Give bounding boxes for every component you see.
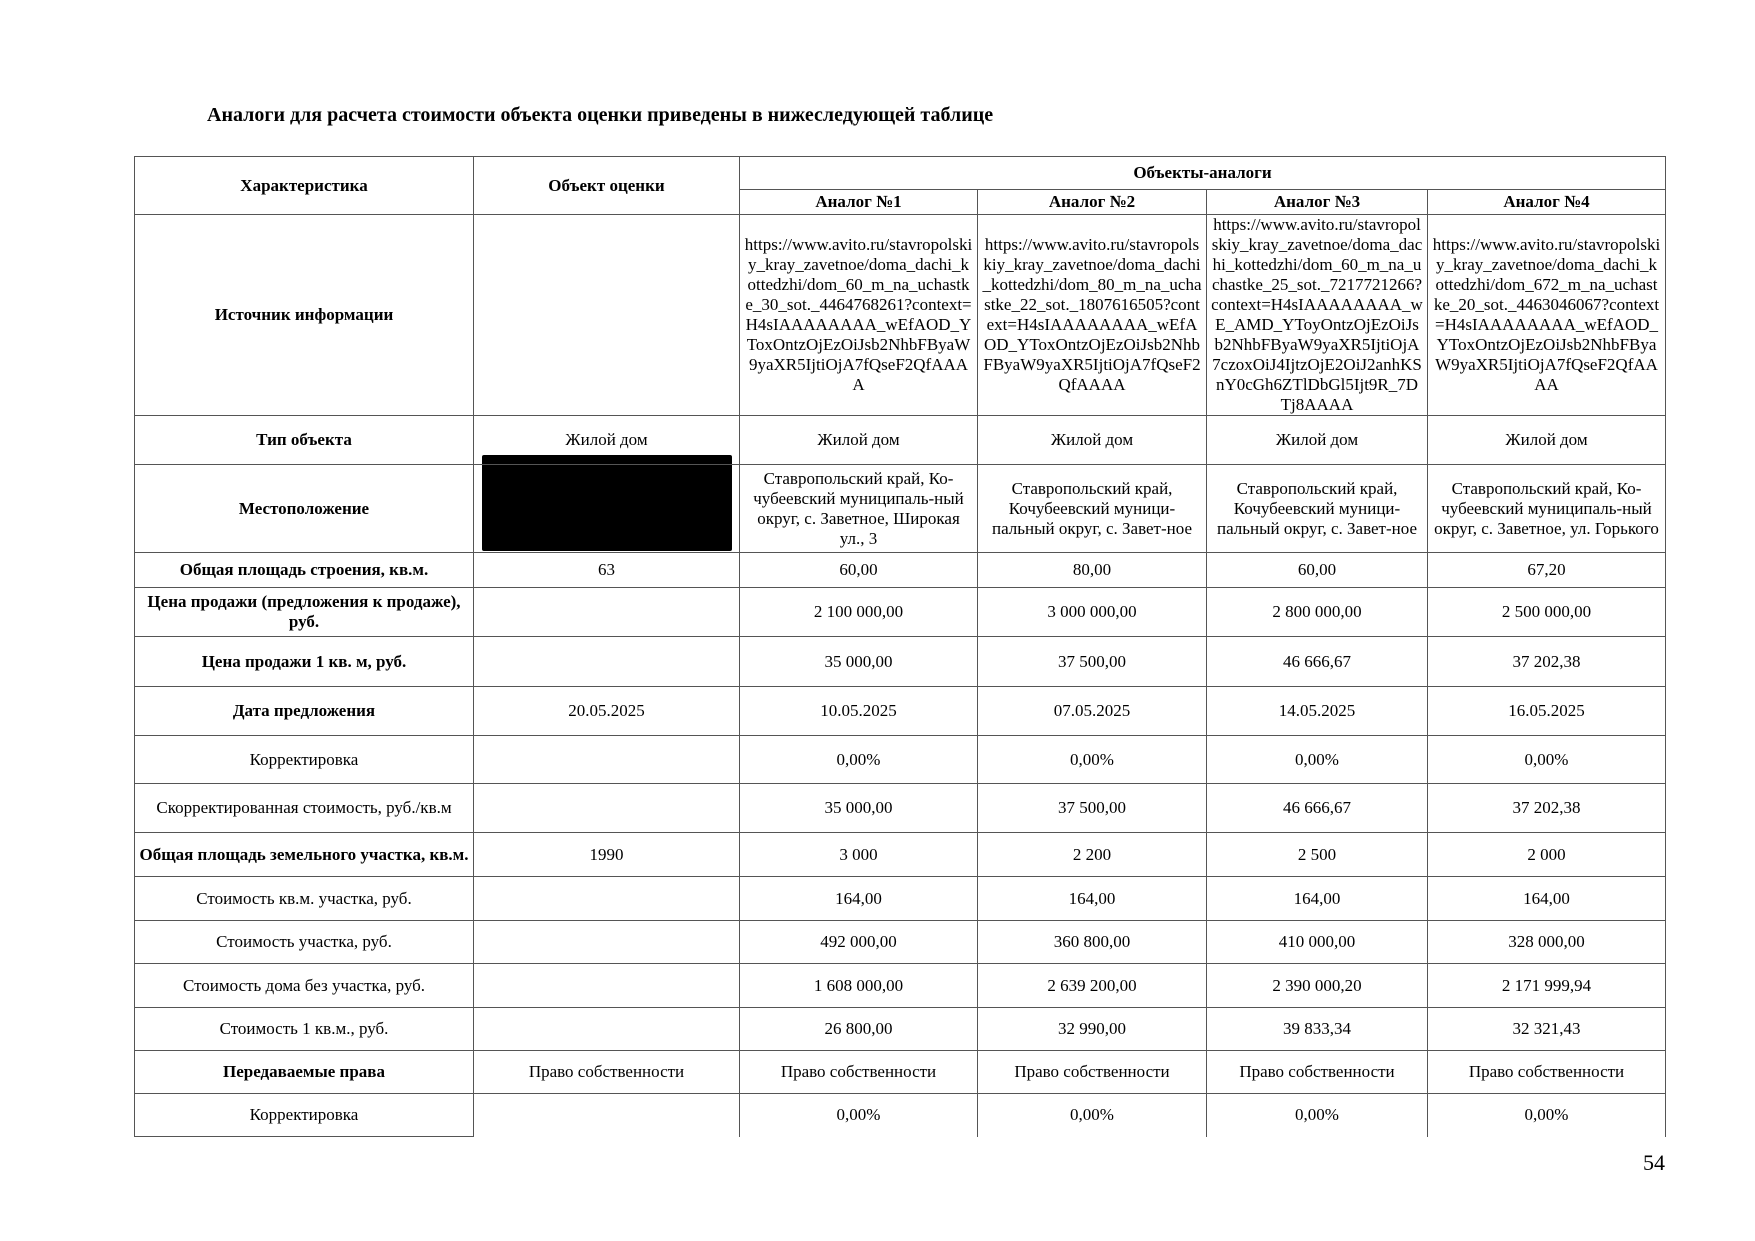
table-row (135, 784, 1666, 833)
page-number: 54 (1643, 1150, 1665, 1175)
analog-3-value: 0,00% (1207, 736, 1428, 784)
table-row (135, 465, 1666, 553)
analog-1-value: 10.05.2025 (740, 687, 978, 736)
redaction-block (482, 455, 732, 551)
analog-3-value: 2 800 000,00 (1207, 588, 1428, 637)
subject-value: 20.05.2025 (474, 687, 740, 736)
row-label: Корректировка (135, 1094, 474, 1137)
analog-3-value: 164,00 (1207, 877, 1428, 921)
analog-4-value: 67,20 (1428, 553, 1666, 588)
header-analog-3: Аналог №3 (1207, 190, 1428, 215)
analog-4-value: 37 202,38 (1428, 784, 1666, 833)
analog-1-value: Жилой дом (740, 416, 978, 465)
analog-2-source-link[interactable]: https://www.avito.ru/stavropolskiy_kray_zavetnoe/doma_dachi_kottedzhi/dom_80_m_na_uchastke_22_sot._1807616505?context=H4sIAAAAAAAA_wEfAOD_YToxOntzOjEzOiJsb2NhbFByaW9yaXR5IjtiOjA7fQseF2QfAAAA (978, 215, 1207, 416)
analog-1-value: 3 000 (740, 833, 978, 877)
analog-1-value: 2 100 000,00 (740, 588, 978, 637)
row-label: Стоимость 1 кв.м., руб. (135, 1008, 474, 1051)
analog-4-value: 0,00% (1428, 736, 1666, 784)
row-label: Стоимость кв.м. участка, руб. (135, 877, 474, 921)
subject-value: 1990 (474, 833, 740, 877)
analog-4-value: 37 202,38 (1428, 637, 1666, 687)
row-label: Цена продажи (предложения к продаже), руб. (135, 588, 474, 637)
row-label: Местоположение (135, 465, 474, 553)
subject-value: 63 (474, 553, 740, 588)
analog-2-value: 360 800,00 (978, 921, 1207, 964)
subject-value (474, 465, 740, 553)
analog-4-value: 32 321,43 (1428, 1008, 1666, 1051)
table-row (135, 637, 1666, 687)
analog-3-value: 46 666,67 (1207, 637, 1428, 687)
analog-2-value: Жилой дом (978, 416, 1207, 465)
analog-4-value: 16.05.2025 (1428, 687, 1666, 736)
analog-4-value: Право собственности (1428, 1051, 1666, 1094)
table-row (135, 1008, 1666, 1051)
header-analogs-group: Объекты-аналоги (740, 157, 1666, 190)
table-row (135, 877, 1666, 921)
analog-1-value: 1 608 000,00 (740, 964, 978, 1008)
row-label: Тип объекта (135, 416, 474, 465)
analog-2-value: 37 500,00 (978, 637, 1207, 687)
analog-3-value: 14.05.2025 (1207, 687, 1428, 736)
analog-1-source-link[interactable]: https://www.avito.ru/stavropolskiy_kray_zavetnoe/doma_dachi_kottedzhi/dom_60_m_na_uchastke_30_sot._4464768261?context=H4sIAAAAAAAA_wEfAOD_YToxOntzOjEzOiJsb2NhbFByaW9yaXR5IjtiOjA7fQseF2QfAAAA (740, 215, 978, 416)
analog-1-value: 164,00 (740, 877, 978, 921)
table-row (135, 687, 1666, 736)
table-row (135, 921, 1666, 964)
analog-3-value: Право собственности (1207, 1051, 1428, 1094)
table-row (135, 964, 1666, 1008)
table-row (135, 588, 1666, 637)
analog-4-value: 0,00% (1428, 1094, 1666, 1137)
header-analog-2: Аналог №2 (978, 190, 1207, 215)
row-label: Цена продажи 1 кв. м, руб. (135, 637, 474, 687)
analog-4-source-link[interactable]: https://www.avito.ru/stavropolskiy_kray_zavetnoe/doma_dachi_kottedzhi/dom_672_m_na_uchastke_20_sot._4463046067?context=H4sIAAAAAAAA_wEfAOD_YToxOntzOjEzOiJsb2NhbFByaW9yaXR5IjtiOjA7fQseF2QfAAAA (1428, 215, 1666, 416)
analog-2-value: 0,00% (978, 1094, 1207, 1137)
row-label: Источник информации (135, 215, 474, 416)
header-row (135, 157, 1666, 190)
analog-3-value: Ставропольский край, Кочубеевский муници-пальный округ, с. Завет-ное (1207, 465, 1428, 553)
table-row (135, 553, 1666, 588)
analog-1-value: 0,00% (740, 736, 978, 784)
analog-4-value: Ставропольский край, Ко-чубеевский муниципаль-ный округ, с. Заветное, ул. Горького (1428, 465, 1666, 553)
subject-value: Жилой дом (474, 416, 740, 465)
subject-value (474, 588, 740, 637)
subject-value (474, 1008, 740, 1051)
table-row (135, 736, 1666, 784)
analog-2-value: 80,00 (978, 553, 1207, 588)
analog-1-value: 26 800,00 (740, 1008, 978, 1051)
analog-2-value: 0,00% (978, 736, 1207, 784)
analog-4-value: Жилой дом (1428, 416, 1666, 465)
analog-3-value: 0,00% (1207, 1094, 1428, 1137)
analog-3-source-link[interactable]: https://www.avito.ru/stavropolskiy_kray_zavetnoe/doma_dachi_kottedzhi/dom_60_m_na_uchastke_25_sot._7217721266?context=H4sIAAAAAAAA_wE_AMD_YToyOntzOjEzOiJsb2NhbFByaW9yaXR5IjtiOjA7czoxOiJ4IjtzOjE2OiJ2anhKSnY0cGh6ZTlDbGl5Ijt9R_7DTj8AAAA (1207, 215, 1428, 416)
table-row (135, 1051, 1666, 1094)
analog-2-value: 2 200 (978, 833, 1207, 877)
subject-value (474, 964, 740, 1008)
header-characteristic: Характеристика (135, 157, 474, 215)
analog-2-value: 3 000 000,00 (978, 588, 1207, 637)
analog-2-value: 07.05.2025 (978, 687, 1207, 736)
analog-3-value: 2 500 (1207, 833, 1428, 877)
analog-1-value: 35 000,00 (740, 637, 978, 687)
analog-3-value: 410 000,00 (1207, 921, 1428, 964)
row-label: Общая площадь строения, кв.м. (135, 553, 474, 588)
analog-1-value: 60,00 (740, 553, 978, 588)
analog-1-value: 35 000,00 (740, 784, 978, 833)
table-row (135, 416, 1666, 465)
table-row (135, 1094, 1666, 1137)
analog-4-value: 328 000,00 (1428, 921, 1666, 964)
table-row (135, 833, 1666, 877)
row-label: Скорректированная стоимость, руб./кв.м (135, 784, 474, 833)
subject-value (474, 736, 740, 784)
analog-3-value: 46 666,67 (1207, 784, 1428, 833)
header-subject: Объект оценки (474, 157, 740, 215)
row-label: Стоимость участка, руб. (135, 921, 474, 964)
analog-2-value: 164,00 (978, 877, 1207, 921)
subject-value (474, 784, 740, 833)
analogs-table (134, 156, 1666, 1137)
analog-2-value: Ставропольский край, Кочубеевский муници-пальный округ, с. Завет-ное (978, 465, 1207, 553)
row-label: Стоимость дома без участка, руб. (135, 964, 474, 1008)
analog-1-value: 492 000,00 (740, 921, 978, 964)
analog-1-value: Право собственности (740, 1051, 978, 1094)
analog-4-value: 2 500 000,00 (1428, 588, 1666, 637)
analog-1-value: 0,00% (740, 1094, 978, 1137)
analog-2-value: 32 990,00 (978, 1008, 1207, 1051)
analog-2-value: 2 639 200,00 (978, 964, 1207, 1008)
subject-value (474, 921, 740, 964)
row-label: Дата предложения (135, 687, 474, 736)
analog-2-value: Право собственности (978, 1051, 1207, 1094)
subject-value (474, 637, 740, 687)
analog-4-value: 164,00 (1428, 877, 1666, 921)
subject-value (474, 215, 740, 416)
analog-3-value: 39 833,34 (1207, 1008, 1428, 1051)
subject-value (474, 1094, 740, 1137)
analog-2-value: 37 500,00 (978, 784, 1207, 833)
table-row (135, 215, 1666, 416)
header-analog-1: Аналог №1 (740, 190, 978, 215)
analog-4-value: 2 000 (1428, 833, 1666, 877)
analog-1-value: Ставропольский край, Ко-чубеевский муниципаль-ный округ, с. Заветное, Широкая ул., 3 (740, 465, 978, 553)
analog-3-value: Жилой дом (1207, 416, 1428, 465)
subject-value (474, 877, 740, 921)
row-label: Общая площадь земельного участка, кв.м. (135, 833, 474, 877)
header-analog-4: Аналог №4 (1428, 190, 1666, 215)
subject-value: Право собственности (474, 1051, 740, 1094)
row-label: Корректировка (135, 736, 474, 784)
analog-4-value: 2 171 999,94 (1428, 964, 1666, 1008)
analog-3-value: 60,00 (1207, 553, 1428, 588)
row-label: Передаваемые права (135, 1051, 474, 1094)
analog-3-value: 2 390 000,20 (1207, 964, 1428, 1008)
page-title: Аналоги для расчета стоимости объекта оценки приведены в нижеследующей таблице (207, 104, 994, 126)
